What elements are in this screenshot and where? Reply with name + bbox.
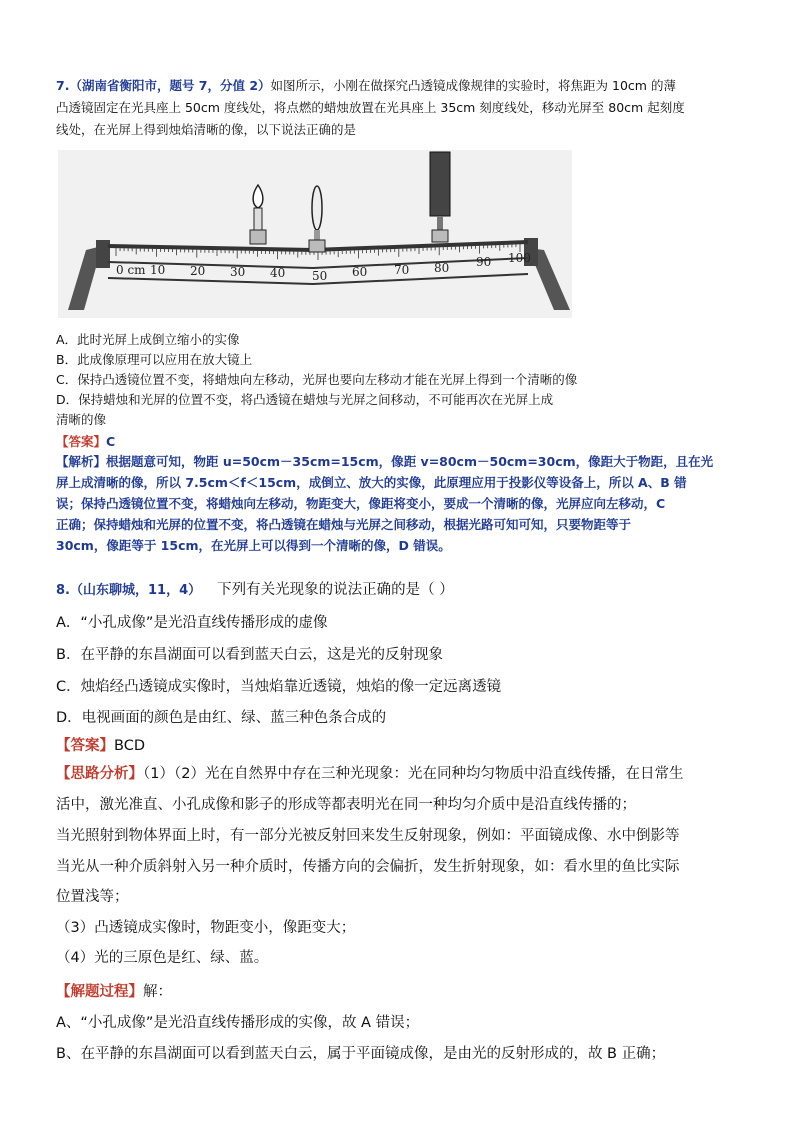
- q8-thinking-label: 【思路分析】: [56, 766, 143, 782]
- scale-label-20: 20: [190, 264, 206, 278]
- q8-process-header: [56, 982, 172, 1002]
- screen-holder: [432, 230, 448, 242]
- q7-option-d: D．保持蜡烛和光屏的位置不变，将凸透镜在蜡烛与光屏之间移动，不可能再次在光屏上成: [56, 392, 554, 407]
- scale-label-50: 50: [312, 269, 328, 283]
- q8-thinking-line2: 活中，激光准直、小孔成像和影子的形成等都表明光在同一种均匀介质中是沿直线传播的；: [56, 797, 636, 813]
- lens-post: [314, 230, 320, 240]
- candle-body: [254, 208, 262, 230]
- q8-process-line2: B、在平静的东昌湖面可以看到蓝天白云，属于平面镜成像，是由光的反射形成的，故 B 正确；: [56, 1046, 666, 1062]
- q8-thinking-line1: [56, 764, 683, 784]
- q8-process-label: 【解题过程】: [56, 984, 143, 1000]
- scale-label-80: 80: [434, 261, 450, 275]
- q8-process-line1: A、“小孔成像”是光沿直线传播形成的实像，故 A 错误；: [56, 1015, 420, 1031]
- q7-stem-line2: 凸透镜固定在光具座上 50cm 度线处，将点燃的蜡烛放置在光具座上 35cm 刻度线处，移动光屏至 80cm 起刻度: [56, 100, 685, 115]
- q8-thinking-line3: 当光照射到物体界面上时，有一部分光被反射回来发生反射现象，例如：平面镜成像、水中倒影等: [56, 828, 680, 844]
- q8-source: 8.（山东聊城，11，4）: [56, 583, 202, 598]
- q8-answer-value: BCD: [114, 738, 145, 754]
- q8-stem-text: 下列有关光现象的说法正确的是（ ）: [217, 582, 454, 598]
- q7-analysis-line2: 屏上成清晰的像，所以 7.5cm＜f＜15cm，成倒立、放大的实像，此原理应用于投影仪等设备上，所以 A、B 错: [56, 475, 687, 490]
- q7-analysis-line3: 误；保持凸透镜位置不变，将蜡烛向左移动，物距变大，像距将变小，要成一个清晰的像，光屏应向左移动，C: [56, 496, 666, 511]
- q8-thinking-line7: （4）光的三原色是红、绿、蓝。: [56, 950, 269, 966]
- q8-option-b: B．在平静的东昌湖面可以看到蓝天白云，这是光的反射现象: [56, 647, 443, 663]
- q7-answer-label: 【答案】: [56, 434, 107, 449]
- q7-source: 7.（湖南省衡阳市，题号 7，分值 2）: [56, 78, 271, 93]
- left-stand-head: [96, 240, 110, 268]
- q8-option-d: D．电视画面的颜色是由红、绿、蓝三种色条合成的: [56, 710, 387, 726]
- q7-analysis-line5: 30cm，像距等于 15cm，在光屏上可以得到一个清晰的像，D 错误。: [56, 538, 451, 553]
- q7-option-b: B．此成像原理可以应用在放大镜上: [56, 352, 253, 367]
- lens-glass: [312, 186, 322, 230]
- q7-answer-value: C: [106, 434, 116, 449]
- scale-label-100: 100: [508, 251, 531, 265]
- q7-option-c: C．保持凸透镜位置不变，将蜡烛向左移动，光屏也要向左移动才能在光屏上得到一个清晰的像: [56, 372, 578, 387]
- q8-thinking-text-1: （1）（2）光在自然界中存在三种光现象：光在同种均匀物质中沿直线传播，在日常生: [143, 766, 684, 782]
- screen-post: [437, 216, 443, 230]
- q7-option-d-cont: 清晰的像: [56, 412, 107, 427]
- q8-answer: [56, 736, 145, 756]
- scale-label-90: 90: [476, 255, 492, 269]
- q8-process-intro: 解：: [143, 984, 172, 1000]
- q7-stem-line1: [56, 78, 676, 94]
- q7-analysis-line1: 【解析】根据题意可知，物距 u=50cm－35cm=15cm，像距 v=80cm－50cm=30cm，像距大于物距，且在光: [56, 454, 714, 469]
- q8-stem: [56, 580, 454, 601]
- lens-holder: [309, 240, 325, 252]
- scale-label-40: 40: [270, 266, 286, 280]
- q8-option-c: C．烛焰经凸透镜成实像时，当烛焰靠近透镜，烛焰的像一定远离透镜: [56, 679, 502, 695]
- q8-answer-label: 【答案】: [56, 738, 114, 754]
- scale-label-0: 0 cm: [116, 263, 146, 277]
- q8-option-a: A．“小孔成像”是光沿直线传播形成的虚像: [56, 615, 328, 631]
- q7-stem-line3: 线处，在光屏上得到烛焰清晰的像，以下说法正确的是: [56, 122, 357, 137]
- scale-label-30: 30: [230, 265, 246, 279]
- q7-analysis-line4: 正确；保持蜡烛和光屏的位置不变，将凸透镜在蜡烛与光屏之间移动，根据光路可知可知，只要物距等于: [56, 517, 632, 532]
- q8-thinking-line5: 位置浅等；: [56, 889, 129, 905]
- q7-stem-line1-text: 如图所示，小刚在做探究凸透镜成像规律的实验时，将焦距为 10cm 的薄: [270, 78, 676, 93]
- scale-label-10: 10: [150, 263, 166, 277]
- q7-option-a: A．此时光屏上成倒立缩小的实像: [56, 332, 240, 347]
- screen-board: [430, 152, 450, 216]
- scale-label-70: 70: [394, 263, 410, 277]
- candle-holder: [250, 230, 266, 244]
- q7-answer: [56, 434, 115, 450]
- q8-thinking-line4: 当光从一种介质斜射入另一种介质时，传播方向的会偏折，发生折射现象，如：看水里的鱼比实际: [56, 859, 680, 875]
- q8-thinking-line6: （3）凸透镜成实像时，物距变小，像距变大；: [56, 920, 356, 936]
- optical-bench-figure: [58, 150, 572, 318]
- scale-label-60: 60: [352, 265, 368, 279]
